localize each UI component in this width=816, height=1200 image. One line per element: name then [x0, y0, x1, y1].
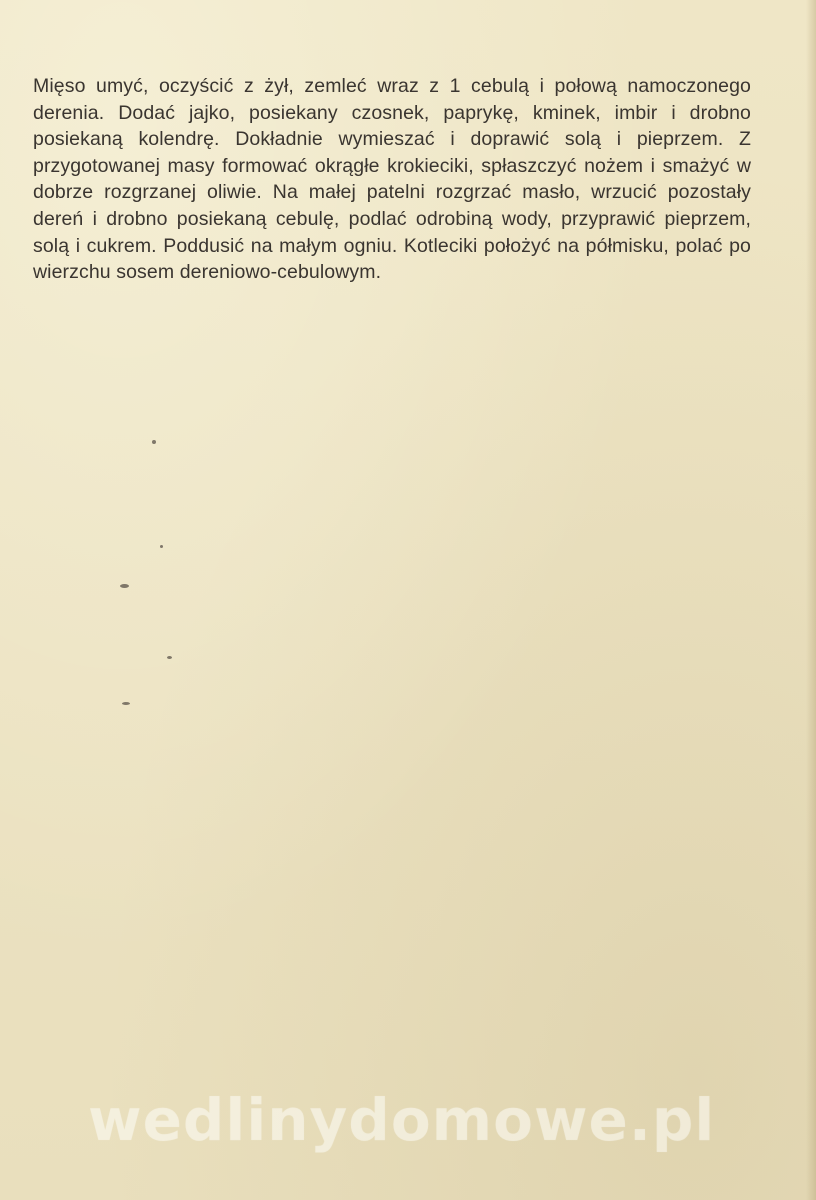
page-edge-shadow: [806, 0, 816, 1200]
website-watermark: wedlinydomowe.pl: [88, 1086, 716, 1154]
ink-speck: [160, 545, 163, 548]
ink-speck: [152, 440, 156, 444]
ink-speck: [122, 702, 130, 705]
ink-speck: [120, 584, 129, 588]
recipe-instructions-paragraph: Mięso umyć, oczyścić z żył, zemleć wraz z 1 cebulą i połową namoczonego derenia. Dodać jajko, posiekany czosnek, paprykę, kminek, imbir i drobno posiekaną kolendrę. Dokładnie wymieszać i doprawić solą i pieprzem. Z przygotowanej masy formować okrągłe krokieciki, spłaszczyć nożem i smażyć w dobrze rozgrzanej oliwie. Na małej patelni rozgrzać masło, wrzucić pozostały dereń i drobno posiekaną cebulę, podlać odrobiną wody, przyprawić pieprzem, solą i cukrem. Poddusić na małym ogniu. Kotleciki położyć na półmisku, polać po wierzchu sosem dereniowo-cebulowym.: [33, 75, 751, 284]
ink-speck: [167, 656, 172, 659]
